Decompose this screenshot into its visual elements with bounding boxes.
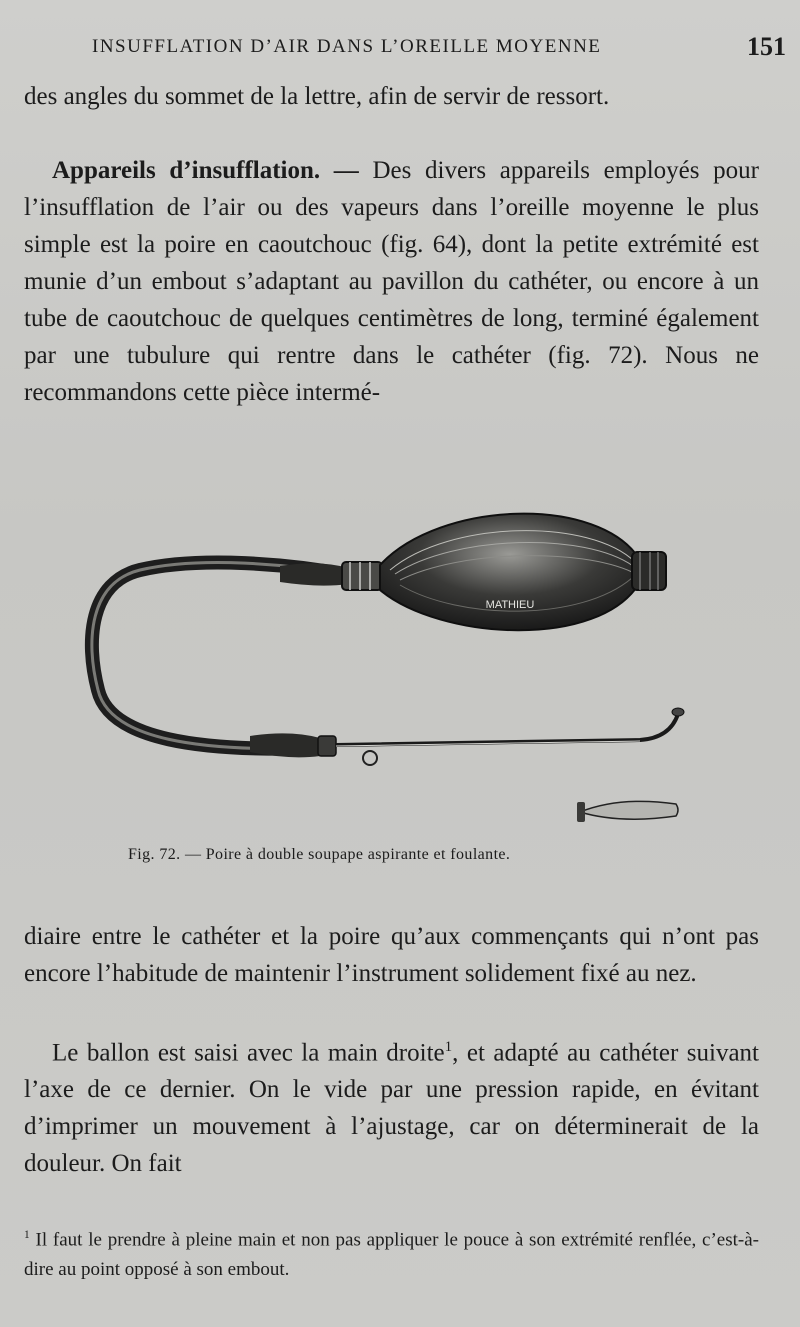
figure-caption: Fig. 72. — Poire à double soupape aspirante et foulante. [128, 846, 511, 863]
nozzle-piece [580, 801, 678, 819]
paragraph-text-start: Le ballon est saisi avec la main droite [52, 1039, 445, 1067]
paragraph-continuation: des angles du sommet de la lettre, afin de servir de ressort. [24, 83, 610, 110]
paragraph-continuation-2: diaire entre le cathéter et la poire qu’aux commençants qui n’ont pas encore l’habitude de maintenir l’instrument solidement fixé au nez. [24, 923, 759, 987]
footnote-reference: 1 [444, 1039, 453, 1055]
paragraph-appareils [24, 152, 759, 411]
bulb-maker-label: MATHIEU [485, 599, 535, 611]
footnote-mark: 1 [24, 1229, 30, 1241]
paragraph-text: Des divers appareils employés pour l’insufflation de l’air ou des vapeurs dans l’oreille moyenne le plus simple est la poire en caoutchouc (fig. 64), dont la petite extrémité est munie d’un embout s’adaptant au pavillon du cathéter, ou encore à un tube de caoutchouc de quelques centimètres de long, terminé également par une tubulure qui rentre dans le cathéter (fig. 72). Nous ne recommandons cette pièce intermé- [24, 157, 759, 406]
footnote [24, 1220, 759, 1285]
rubber-tube [92, 563, 348, 749]
page-number: 151 [747, 32, 786, 61]
running-title: INSUFFLATION D’AIR DANS L’OREILLE MOYENNE [92, 36, 602, 57]
paragraph-ballon [24, 1029, 759, 1182]
figure-illustration [80, 490, 700, 840]
section-heading: Appareils d’insufflation. — [52, 157, 359, 184]
paragraph-text-end: , et adapté au cathéter suivant l’axe de ce dernier. On le vide par une pression rapide, en évitant d’imprimer un mouvement à l’ajustage, car on déterminerait de la douleur. On fait [24, 1039, 760, 1178]
running-header [92, 32, 792, 61]
catheter [336, 714, 678, 745]
footnote-text: Il faut le prendre à pleine main et non pas appliquer le pouce à son extrémité renflée, c’est-à-dire au point opposé à son embout. [24, 1229, 759, 1281]
bulb-syringe-illustration [80, 490, 700, 840]
